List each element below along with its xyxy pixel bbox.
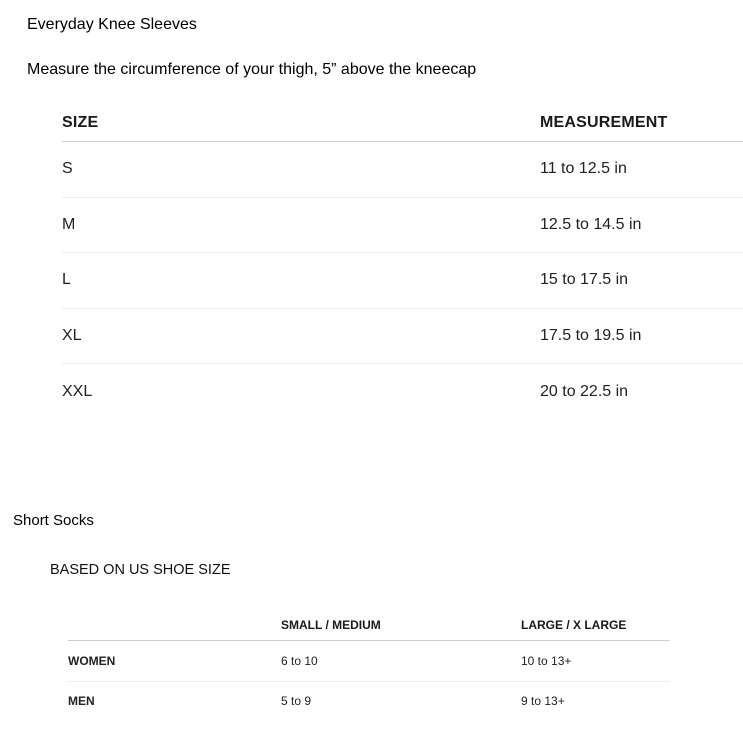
measurement-instruction: Measure the circumference of your thigh, 5” above the kneecap: [27, 61, 477, 78]
table-row: [62, 142, 743, 198]
row-label-women: WOMEN: [68, 653, 116, 668]
measurement-cell: 17.5 to 19.5 in: [540, 327, 642, 345]
sock-size-table: [68, 609, 670, 721]
size-cell: M: [62, 215, 76, 233]
measurement-cell: 20 to 22.5 in: [540, 382, 629, 400]
measurement-cell: 11 to 12.5 in: [540, 160, 627, 178]
large-xlarge-cell: 9 to 13+: [521, 694, 565, 709]
shoe-size-subheading: BASED ON US SHOE SIZE: [50, 562, 231, 578]
size-cell: XL: [62, 327, 82, 345]
large-xlarge-cell: 10 to 13+: [521, 653, 572, 668]
knee-sleeve-size-table: [62, 105, 743, 419]
small-medium-cell: 6 to 10: [281, 653, 318, 668]
knee-sleeves-title: Everyday Knee Sleeves: [27, 16, 197, 33]
table-header-row: [68, 609, 670, 641]
large-xlarge-column-header: LARGE / X LARGE: [521, 617, 627, 632]
table-row: [68, 641, 670, 682]
small-medium-cell: 5 to 9: [281, 694, 312, 709]
short-socks-title: Short Socks: [13, 512, 94, 529]
row-label-men: MEN: [68, 694, 95, 709]
size-cell: S: [62, 160, 73, 178]
measurement-cell: 15 to 17.5 in: [540, 271, 629, 289]
size-cell: L: [62, 271, 71, 289]
table-row: [62, 364, 743, 419]
measurement-column-header: MEASUREMENT: [540, 114, 668, 131]
table-row: [62, 253, 743, 309]
size-cell: XXL: [62, 382, 93, 400]
table-row: [62, 309, 743, 365]
table-row: [62, 198, 743, 254]
table-header-row: [62, 105, 743, 142]
size-column-header: SIZE: [62, 114, 99, 131]
small-medium-column-header: SMALL / MEDIUM: [281, 617, 381, 632]
table-row: [68, 682, 670, 722]
measurement-cell: 12.5 to 14.5 in: [540, 215, 642, 233]
